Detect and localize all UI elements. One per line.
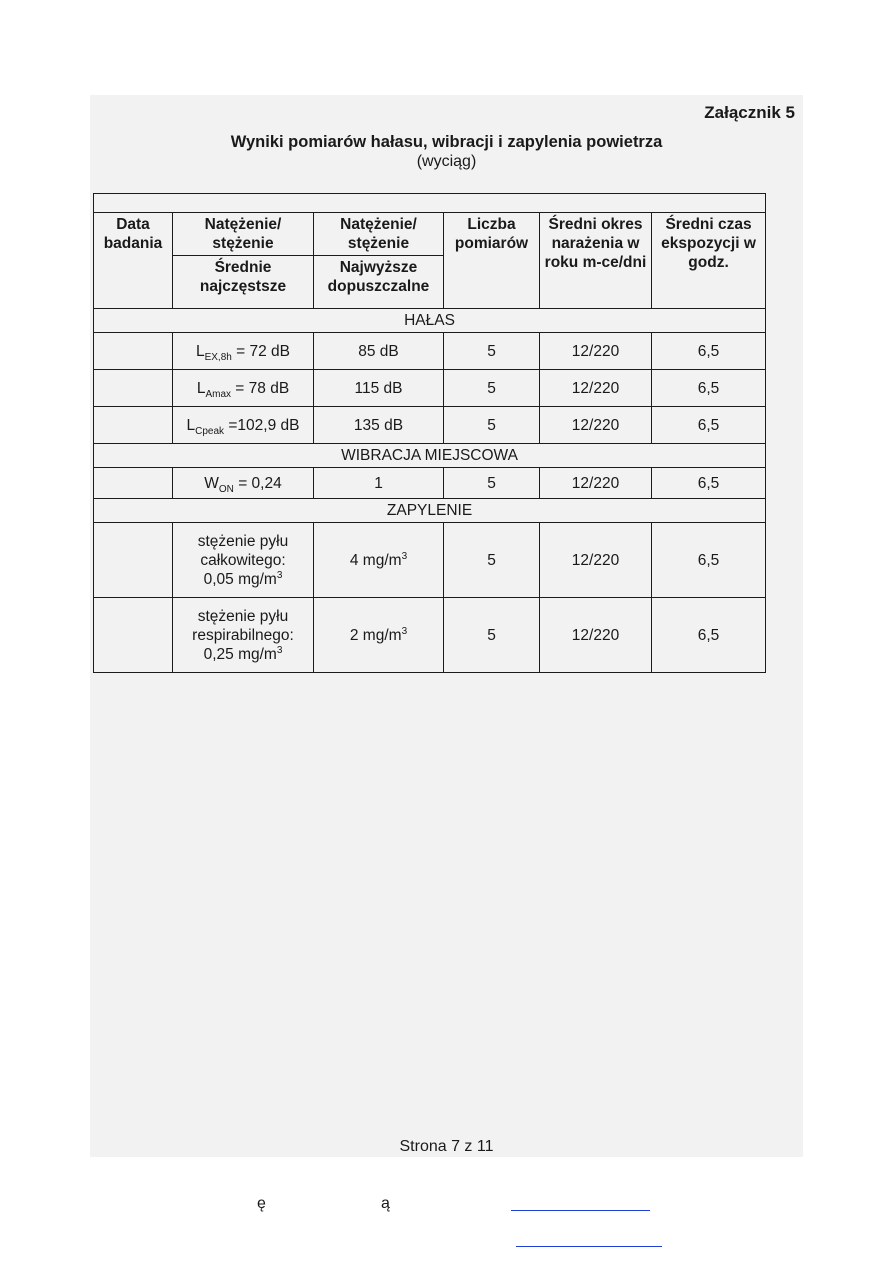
section-row-vibration — [94, 444, 766, 468]
table-row — [94, 523, 766, 598]
header-intensity-max-top: Natężenie/ stężenie — [314, 213, 444, 256]
section-label: ZAPYLENIE — [94, 499, 766, 523]
param-cell: stężenie pyłu całkowitego: 0,05 $mg/m^3$ — [173, 523, 314, 598]
count-cell: 5 — [444, 468, 540, 499]
measurements-table — [93, 193, 766, 673]
count-cell: 5 — [444, 333, 540, 370]
max-cell: 1 — [314, 468, 444, 499]
param-cell: $L_{Amax} = 78$ dB — [173, 370, 314, 407]
param-cell: $L_{Cpeak} =102,9$ dB — [173, 407, 314, 444]
table-row — [94, 333, 766, 370]
section-row-noise — [94, 309, 766, 333]
table-row — [94, 468, 766, 499]
count-cell: 5 — [444, 407, 540, 444]
max-cell: 2 $mg/m^3$ — [314, 598, 444, 673]
header-count: Liczba pomiarów — [444, 213, 540, 309]
hyperlink-underline[interactable] — [516, 1246, 662, 1247]
section-label: WIBRACJA MIEJSCOWA — [94, 444, 766, 468]
max-cell: 4 $mg/m^3$ — [314, 523, 444, 598]
time-cell: 6,5 — [652, 598, 766, 673]
table-blank-row — [94, 194, 766, 213]
count-cell: 5 — [444, 523, 540, 598]
header-date: Data badania — [94, 213, 173, 309]
period-cell: 12/220 — [540, 370, 652, 407]
table-row — [94, 598, 766, 673]
scanned-page — [90, 95, 803, 1157]
time-cell: 6,5 — [652, 333, 766, 370]
period-cell: 12/220 — [540, 468, 652, 499]
max-cell: 115 dB — [314, 370, 444, 407]
period-cell: 12/220 — [540, 407, 652, 444]
attachment-label: Załącznik 5 — [704, 103, 795, 122]
count-cell: 5 — [444, 598, 540, 673]
period-cell: 12/220 — [540, 523, 652, 598]
header-intensity-max-bottom: Najwyższe dopuszczalne — [314, 256, 444, 309]
document-title: Wyniki pomiarów hałasu, wibracji i zapylenia powietrza — [230, 133, 663, 151]
max-cell: 85 dB — [314, 333, 444, 370]
period-cell: 12/220 — [540, 333, 652, 370]
table-row — [94, 407, 766, 444]
section-row-dust — [94, 499, 766, 523]
param-cell: stężenie pyłu respirabilnego: 0,25 $mg/m^3$ — [173, 598, 314, 673]
header-intensity-avg-top: Natężenie/ stężenie — [173, 213, 314, 256]
header-intensity-avg-bottom: Średnie najczęstsze — [173, 256, 314, 309]
table-row — [94, 370, 766, 407]
table-header-row — [94, 213, 766, 256]
document-subtitle: (wyciąg) — [416, 153, 477, 170]
time-cell: 6,5 — [652, 370, 766, 407]
max-cell: 135 dB — [314, 407, 444, 444]
page-number: Strona 7 z 11 — [399, 1138, 494, 1155]
stray-character: ą — [381, 1195, 390, 1212]
header-exposure-period: Średni okres narażenia w roku m-ce/dni — [540, 213, 652, 309]
time-cell: 6,5 — [652, 523, 766, 598]
count-cell: 5 — [444, 370, 540, 407]
period-cell: 12/220 — [540, 598, 652, 673]
stray-character: ę — [257, 1195, 266, 1212]
time-cell: 6,5 — [652, 468, 766, 499]
section-label: HAŁAS — [94, 309, 766, 333]
time-cell: 6,5 — [652, 407, 766, 444]
param-cell: $W_{ON} = 0,24$ — [173, 468, 314, 499]
header-exposure-time: Średni czas ekspozycji w godz. — [652, 213, 766, 309]
hyperlink-underline[interactable] — [511, 1210, 650, 1211]
param-cell: $L_{EX,8h} = 72$ dB — [173, 333, 314, 370]
